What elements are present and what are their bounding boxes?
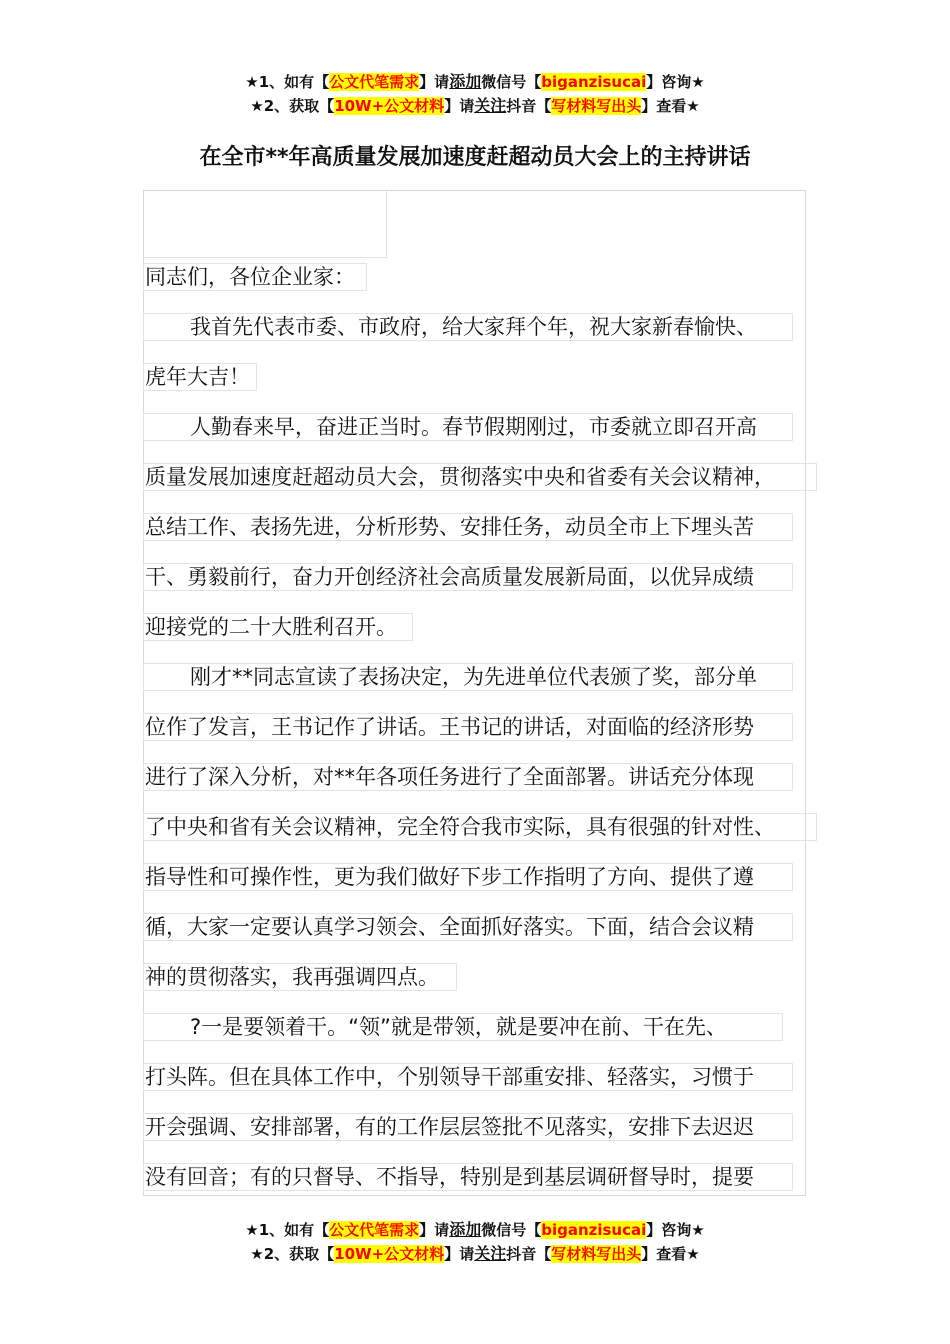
promo-text: 】咨询★	[646, 1221, 705, 1239]
promo-emphasis: 添加	[449, 1220, 482, 1239]
promo-line-2	[0, 1242, 950, 1266]
promo-text: ★2、获取【	[250, 1245, 335, 1263]
body-line: 位作了发言，王书记作了讲话。王书记的讲话，对面临的经济形势	[145, 713, 754, 741]
promo-highlight: 10W+公文材料	[334, 1245, 445, 1263]
promo-text: ★1、如有【	[245, 1221, 330, 1239]
promo-text: 】请	[444, 97, 475, 115]
promo-douyin-id: 写材料写出头	[551, 1245, 642, 1263]
promo-text: 】请	[444, 1245, 475, 1263]
promo-emphasis: 添加	[449, 72, 482, 91]
promo-banner-bottom	[0, 1218, 950, 1266]
promo-emphasis: 关注	[474, 96, 507, 115]
body-line: 了中央和省有关会议精神，完全符合我市实际，具有很强的针对性、	[145, 813, 775, 841]
promo-line-2	[0, 94, 950, 118]
body-line: 干、勇毅前行，奋力开创经济社会高质量发展新局面，以优异成绩	[145, 563, 754, 591]
promo-line-1	[0, 1218, 950, 1242]
body-line: 神的贯彻落实，我再强调四点。	[145, 963, 439, 991]
promo-douyin-id: 写材料写出头	[551, 97, 642, 115]
promo-highlight: 公文代笔需求	[329, 73, 420, 91]
body-line: 同志们，各位企业家：	[145, 263, 355, 291]
promo-line-1	[0, 70, 950, 94]
body-line: 总结工作、表扬先进，分析形势、安排任务，动员全市上下埋头苦	[145, 513, 754, 541]
document-title: 在全市**年高质量发展加速度赶超动员大会上的主持讲话	[199, 145, 751, 170]
promo-text: 抖音【	[506, 97, 552, 115]
body-line: 指导性和可操作性，更为我们做好下步工作指明了方向、提供了遵	[145, 863, 754, 891]
body-line: 开会强调、安排部署，有的工作层层签批不见落实，安排下去迟迟	[145, 1113, 754, 1141]
promo-text: 抖音【	[506, 1245, 552, 1263]
body-line: ?一是要领着干。“领”就是带领，就是要冲在前、干在先、	[145, 1013, 727, 1041]
body-line: 质量发展加速度赶超动员大会，贯彻落实中央和省委有关会议精神，	[145, 463, 775, 491]
promo-text: 】查看★	[641, 1245, 700, 1263]
promo-emphasis: 关注	[474, 1244, 507, 1263]
frame-header-box	[144, 191, 387, 258]
promo-text: 】请	[419, 73, 450, 91]
promo-wechat-id: biganzisucai	[541, 1221, 647, 1239]
promo-text: 微信号【	[481, 1221, 542, 1239]
promo-banner-top	[0, 70, 950, 118]
body-line: 我首先代表市委、市政府，给大家拜个年，祝大家新春愉快、	[145, 313, 757, 341]
promo-text: ★1、如有【	[245, 73, 330, 91]
promo-text: 微信号【	[481, 73, 542, 91]
promo-text: 】咨询★	[646, 73, 705, 91]
promo-text: ★2、获取【	[250, 97, 335, 115]
body-line: 刚才**同志宣读了表扬决定，为先进单位代表颁了奖，部分单	[145, 663, 757, 691]
promo-text: 】查看★	[641, 97, 700, 115]
promo-highlight: 10W+公文材料	[334, 97, 445, 115]
promo-wechat-id: biganzisucai	[541, 73, 647, 91]
promo-highlight: 公文代笔需求	[329, 1221, 420, 1239]
body-line: 打头阵。但在具体工作中，个别领导干部重安排、轻落实，习惯于	[145, 1063, 754, 1091]
body-line: 没有回音；有的只督导、不指导，特别是到基层调研督导时，提要	[145, 1163, 754, 1191]
body-line: 迎接党的二十大胜利召开。	[145, 613, 397, 641]
body-line: 进行了深入分析，对**年各项任务进行了全面部署。讲话充分体现	[145, 763, 754, 791]
body-line: 虎年大吉！	[145, 363, 250, 391]
body-line: 循，大家一定要认真学习领会、全面抓好落实。下面，结合会议精	[145, 913, 754, 941]
promo-text: 】请	[419, 1221, 450, 1239]
body-line: 人勤春来早，奋进正当时。春节假期刚过，市委就立即召开高	[145, 413, 757, 441]
